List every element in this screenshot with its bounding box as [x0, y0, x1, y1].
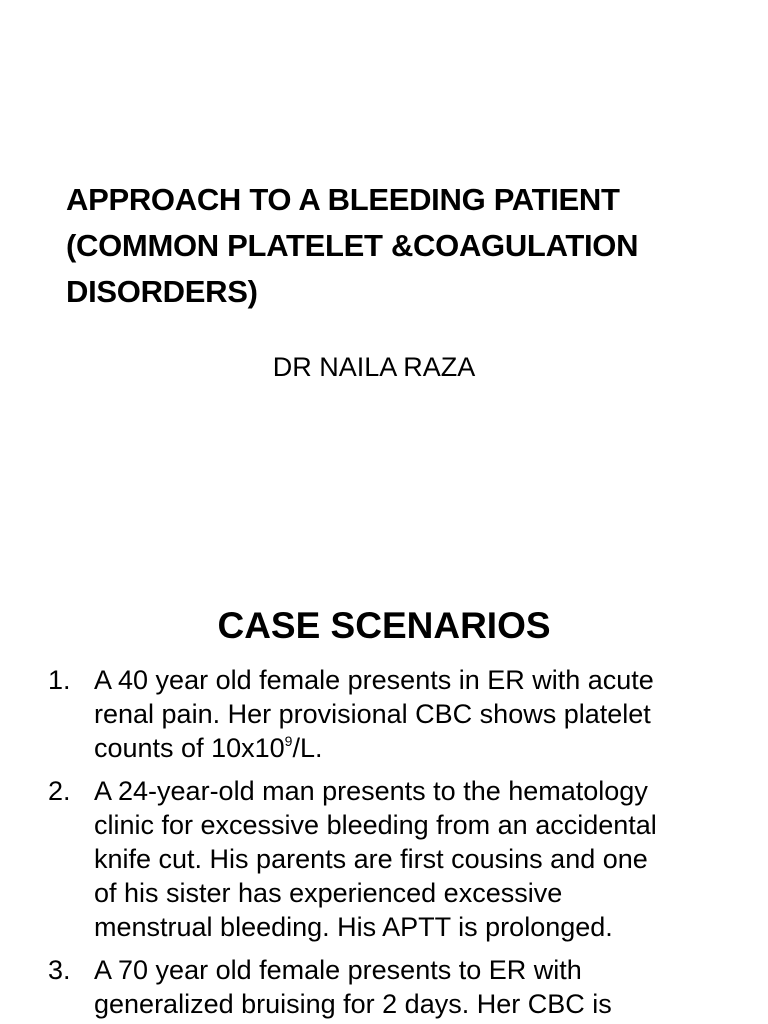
case-text-line: counts of 10x10 [94, 733, 285, 763]
case-text-line: A 24-year-old man presents to the hematology [94, 776, 648, 806]
case-text-line: renal pain. Her provisional CBC shows platelet [94, 699, 651, 729]
title-line: DISORDERS) [66, 274, 258, 309]
case-number: 1. [48, 665, 71, 695]
case-text-line: of his sister has experienced excessive [94, 878, 563, 908]
title-line: (COMMON PLATELET &COAGULATION [66, 228, 639, 263]
author-name: DR NAILA RAZA [272, 352, 476, 382]
case-text-line: clinic for excessive bleeding from an accidental [94, 810, 657, 840]
case-text-line: A 70 year old female presents to ER with [94, 955, 582, 985]
case-text-line: generalized bruising for 2 days. Her CBC is [94, 989, 612, 1019]
presentation-title [66, 177, 746, 315]
case-number: 3. [48, 955, 71, 985]
slide-heading: CASE SCENARIOS [217, 605, 551, 646]
case-scenarios-slide [0, 576, 768, 1024]
superscript-exponent: 9 [284, 733, 293, 749]
case-text-line: A 40 year old female presents in ER with acute [94, 665, 654, 695]
case-text-line: /L. [292, 733, 323, 763]
case-item [48, 774, 718, 944]
case-item [48, 663, 718, 765]
case-text-line: knife cut. His parents are first cousins and one [94, 844, 648, 874]
case-number: 2. [48, 776, 71, 806]
title-line: APPROACH TO A BLEEDING PATIENT [66, 182, 620, 217]
case-item [48, 953, 718, 1021]
case-list [48, 663, 718, 1024]
case-text-line: menstrual bleeding. His APTT is prolonged. [94, 912, 613, 942]
